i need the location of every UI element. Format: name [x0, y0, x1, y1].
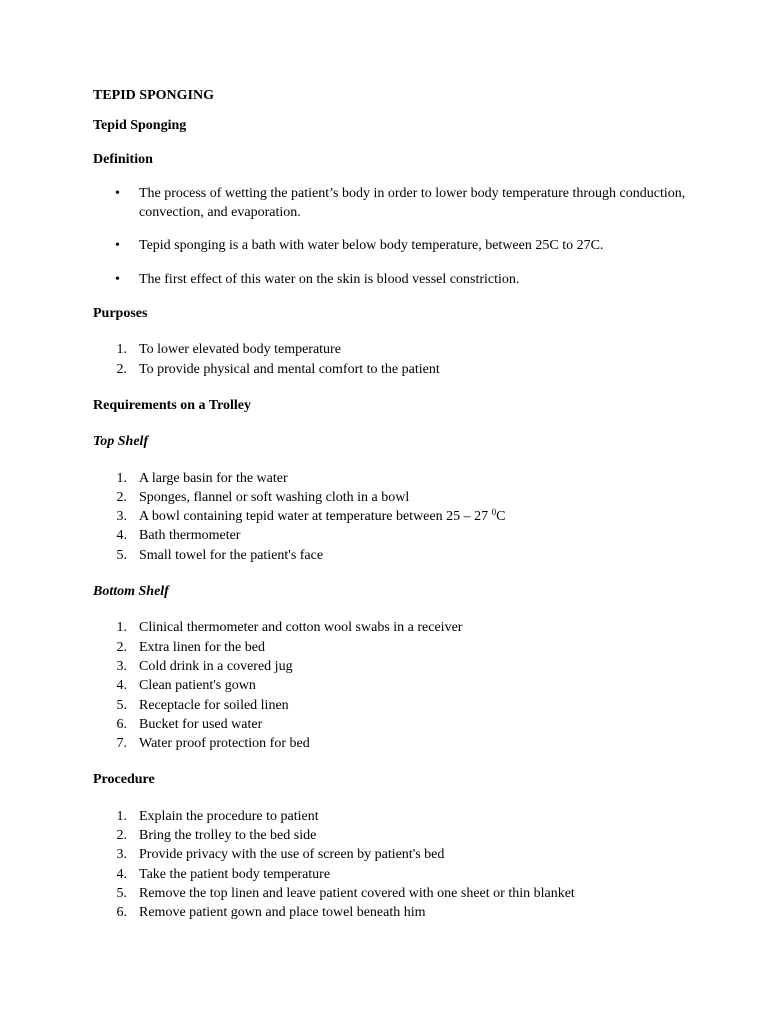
- list-item: [93, 715, 693, 734]
- list-number: 4.: [116, 678, 127, 694]
- list-item-text: Remove patient gown and place towel beneath him: [139, 905, 426, 921]
- top-shelf-list: [93, 469, 693, 565]
- list-number: 2.: [116, 828, 127, 844]
- list-item-text: A bowl containing tepid water at temperature between 25 – 27: [139, 509, 492, 525]
- list-number: 4.: [116, 528, 127, 544]
- list-number: 2.: [116, 639, 127, 655]
- list-item-text: Bring the trolley to the bed side: [139, 828, 317, 844]
- list-number: 1.: [116, 808, 127, 824]
- list-item-text: Provide privacy with the use of screen by patient's bed: [139, 847, 445, 863]
- list-item-text: Clinical thermometer and cotton wool swabs in a receiver: [139, 620, 463, 636]
- unit-suffix: C: [496, 509, 506, 525]
- list-item: [93, 340, 693, 359]
- list-number: 6.: [116, 905, 127, 921]
- definition-heading: Definition: [93, 151, 153, 167]
- degree-superscript: 0: [491, 507, 497, 518]
- list-number: 2.: [116, 361, 127, 377]
- list-item-text: Water proof protection for bed: [139, 736, 310, 752]
- list-number: 4.: [116, 866, 127, 882]
- list-item: [93, 734, 693, 753]
- list-item-text: Explain the procedure to patient: [139, 808, 319, 824]
- list-number: 3.: [116, 658, 127, 674]
- list-number: 2.: [116, 489, 127, 505]
- document-page: [93, 86, 693, 923]
- requirements-heading: Requirements on a Trolley: [93, 397, 252, 413]
- list-item: [93, 360, 693, 379]
- list-item-text: Cold drink in a covered jug: [139, 658, 293, 674]
- list-item: [93, 807, 693, 826]
- list-item: [93, 236, 693, 255]
- list-item: [93, 657, 693, 676]
- list-item: [93, 618, 693, 637]
- list-item-text: Clean patient's gown: [139, 678, 256, 694]
- list-item-text: Bucket for used water: [139, 716, 263, 732]
- list-number: 3.: [116, 509, 127, 525]
- list-item: [93, 546, 693, 565]
- definition-text: Tepid sponging is a bath with water below body temperature, between 25C to 27C.: [139, 238, 604, 254]
- list-number: 6.: [116, 716, 127, 732]
- bullet-icon: •: [115, 185, 120, 201]
- list-item: [93, 676, 693, 695]
- list-item-text: Bath thermometer: [139, 528, 241, 544]
- bullet-icon: •: [115, 238, 120, 254]
- list-number: 1.: [116, 342, 127, 358]
- list-item-text: Receptacle for soiled linen: [139, 697, 289, 713]
- list-item-text: Small towel for the patient's face: [139, 547, 324, 563]
- list-item-text: Take the patient body temperature: [139, 866, 331, 882]
- list-number: 7.: [116, 736, 127, 752]
- list-number: 5.: [116, 697, 127, 713]
- list-item: [93, 845, 693, 864]
- list-number: 1.: [116, 620, 127, 636]
- list-item-text: Remove the top linen and leave patient covered with one sheet or thin blanket: [139, 885, 575, 901]
- procedure-list: [93, 807, 693, 923]
- list-item: [93, 865, 693, 884]
- definition-text: The first effect of this water on the skin is blood vessel constriction.: [139, 271, 520, 287]
- list-number: 5.: [116, 885, 127, 901]
- definition-text: The process of wetting the patient’s body in order to lower body temperature through conduction, convection, and evaporation.: [139, 185, 686, 221]
- list-item-text: A large basin for the water: [139, 470, 288, 486]
- list-item: [93, 507, 693, 526]
- document-title: TEPID SPONGING: [93, 88, 214, 103]
- procedure-heading: Procedure: [93, 772, 155, 788]
- list-number: 5.: [116, 547, 127, 563]
- list-item: [93, 696, 693, 715]
- list-number: 1.: [116, 470, 127, 486]
- list-item-text: Extra linen for the bed: [139, 639, 265, 655]
- bottom-shelf-list: [93, 618, 693, 753]
- purposes-list: [93, 340, 693, 379]
- definition-list: [93, 184, 693, 289]
- top-shelf-heading: Top Shelf: [93, 434, 149, 450]
- bottom-shelf-heading: Bottom Shelf: [93, 584, 169, 600]
- list-number: 3.: [116, 847, 127, 863]
- list-item: [93, 526, 693, 545]
- section-title: Tepid Sponging: [93, 118, 187, 134]
- list-item: [93, 903, 693, 922]
- list-item: [93, 184, 693, 223]
- list-item-text: To provide physical and mental comfort to the patient: [139, 361, 440, 377]
- bullet-icon: •: [115, 271, 120, 287]
- list-item: [93, 884, 693, 903]
- list-item-text: Sponges, flannel or soft washing cloth in a bowl: [139, 489, 410, 505]
- list-item-text: To lower elevated body temperature: [139, 342, 341, 358]
- list-item: [93, 469, 693, 488]
- list-item: [93, 826, 693, 845]
- purposes-heading: Purposes: [93, 306, 148, 322]
- list-item: [93, 270, 693, 289]
- list-item: [93, 488, 693, 507]
- list-item: [93, 638, 693, 657]
